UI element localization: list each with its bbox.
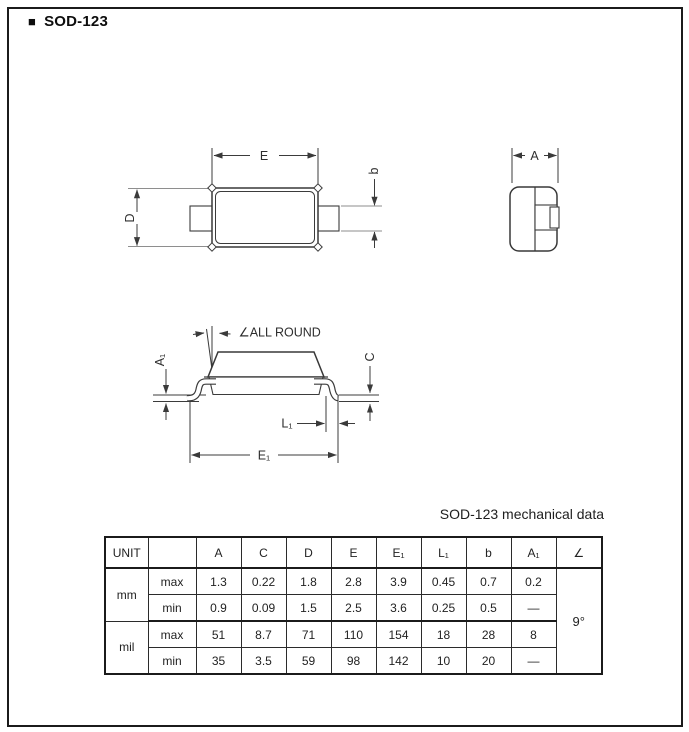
value-cell: 10 xyxy=(421,648,466,675)
header-e1: E₁ xyxy=(376,537,421,568)
value-cell: 1.3 xyxy=(196,568,241,595)
body-top-cap xyxy=(208,352,324,377)
dim-label-a: A xyxy=(530,149,539,163)
header-c: C xyxy=(241,537,286,568)
table-caption: SOD-123 mechanical data xyxy=(439,506,604,522)
angle-arrow-left xyxy=(193,333,204,335)
header-d: D xyxy=(286,537,331,568)
value-cell: 98 xyxy=(331,648,376,675)
header-a1: A₁ xyxy=(511,537,556,568)
value-cell: 0.9 xyxy=(196,595,241,622)
header-l1: L₁ xyxy=(421,537,466,568)
value-cell: 8 xyxy=(511,621,556,648)
angle-note-label: ∠ALL ROUND xyxy=(238,325,321,340)
value-cell: 0.2 xyxy=(511,568,556,595)
value-cell: — xyxy=(511,648,556,675)
lead-tab-end xyxy=(550,207,559,228)
value-cell: — xyxy=(511,595,556,622)
value-cell: 28 xyxy=(466,621,511,648)
title-square-icon: ■ xyxy=(28,14,37,29)
unit-mil-label: mil xyxy=(105,621,148,674)
header-angle: ∠ xyxy=(556,537,602,568)
value-cell: 0.25 xyxy=(421,595,466,622)
value-cell: 2.5 xyxy=(331,595,376,622)
dim-label-e: E xyxy=(259,149,269,163)
table-row xyxy=(105,595,602,622)
dim-label-l1: L₁ xyxy=(281,416,293,431)
value-cell: 3.9 xyxy=(376,568,421,595)
angle-value-cell: 9° xyxy=(556,568,602,674)
header-b: b xyxy=(466,537,511,568)
table-row xyxy=(105,568,602,595)
right-lead-tab xyxy=(317,206,339,231)
header-a: A xyxy=(196,537,241,568)
dim-label-e1: E₁ xyxy=(257,448,271,463)
value-cell: 0.09 xyxy=(241,595,286,622)
top-view-drawing xyxy=(123,148,382,251)
mechanical-data-table xyxy=(104,536,603,675)
value-cell: 1.8 xyxy=(286,568,331,595)
value-cell: 0.5 xyxy=(466,595,511,622)
value-cell: 18 xyxy=(421,621,466,648)
table-header-row xyxy=(105,537,602,568)
header-blank xyxy=(148,537,196,568)
angle-arrow-right xyxy=(220,333,231,334)
bound-min-label: min xyxy=(148,595,196,622)
bound-min-label: min xyxy=(148,648,196,675)
value-cell: 71 xyxy=(286,621,331,648)
value-cell: 3.5 xyxy=(241,648,286,675)
value-cell: 1.5 xyxy=(286,595,331,622)
table-row xyxy=(105,621,602,648)
dim-label-d: D xyxy=(123,213,137,223)
side-view-drawing xyxy=(153,326,379,464)
value-cell: 35 xyxy=(196,648,241,675)
unit-mm-label: mm xyxy=(105,568,148,621)
table-row xyxy=(105,648,602,675)
value-cell: 142 xyxy=(376,648,421,675)
dim-label-c: C xyxy=(363,352,377,362)
value-cell: 0.7 xyxy=(466,568,511,595)
value-cell: 0.45 xyxy=(421,568,466,595)
value-cell: 20 xyxy=(466,648,511,675)
value-cell: 8.7 xyxy=(241,621,286,648)
bound-max-label: max xyxy=(148,568,196,595)
page-title-text: SOD-123 xyxy=(44,13,108,30)
end-view-drawing xyxy=(510,148,559,251)
dim-label-a1: A₁ xyxy=(153,353,167,367)
value-cell: 154 xyxy=(376,621,421,648)
value-cell: 2.8 xyxy=(331,568,376,595)
body-outline xyxy=(212,188,318,247)
value-cell: 51 xyxy=(196,621,241,648)
dim-label-b: b xyxy=(367,167,381,175)
header-unit: UNIT xyxy=(105,537,148,568)
value-cell: 110 xyxy=(331,621,376,648)
body-lower xyxy=(209,377,323,395)
value-cell: 59 xyxy=(286,648,331,675)
left-lead-tab xyxy=(190,206,213,231)
value-cell: 0.22 xyxy=(241,568,286,595)
value-cell: 3.6 xyxy=(376,595,421,622)
header-e: E xyxy=(331,537,376,568)
bound-max-label: max xyxy=(148,621,196,648)
